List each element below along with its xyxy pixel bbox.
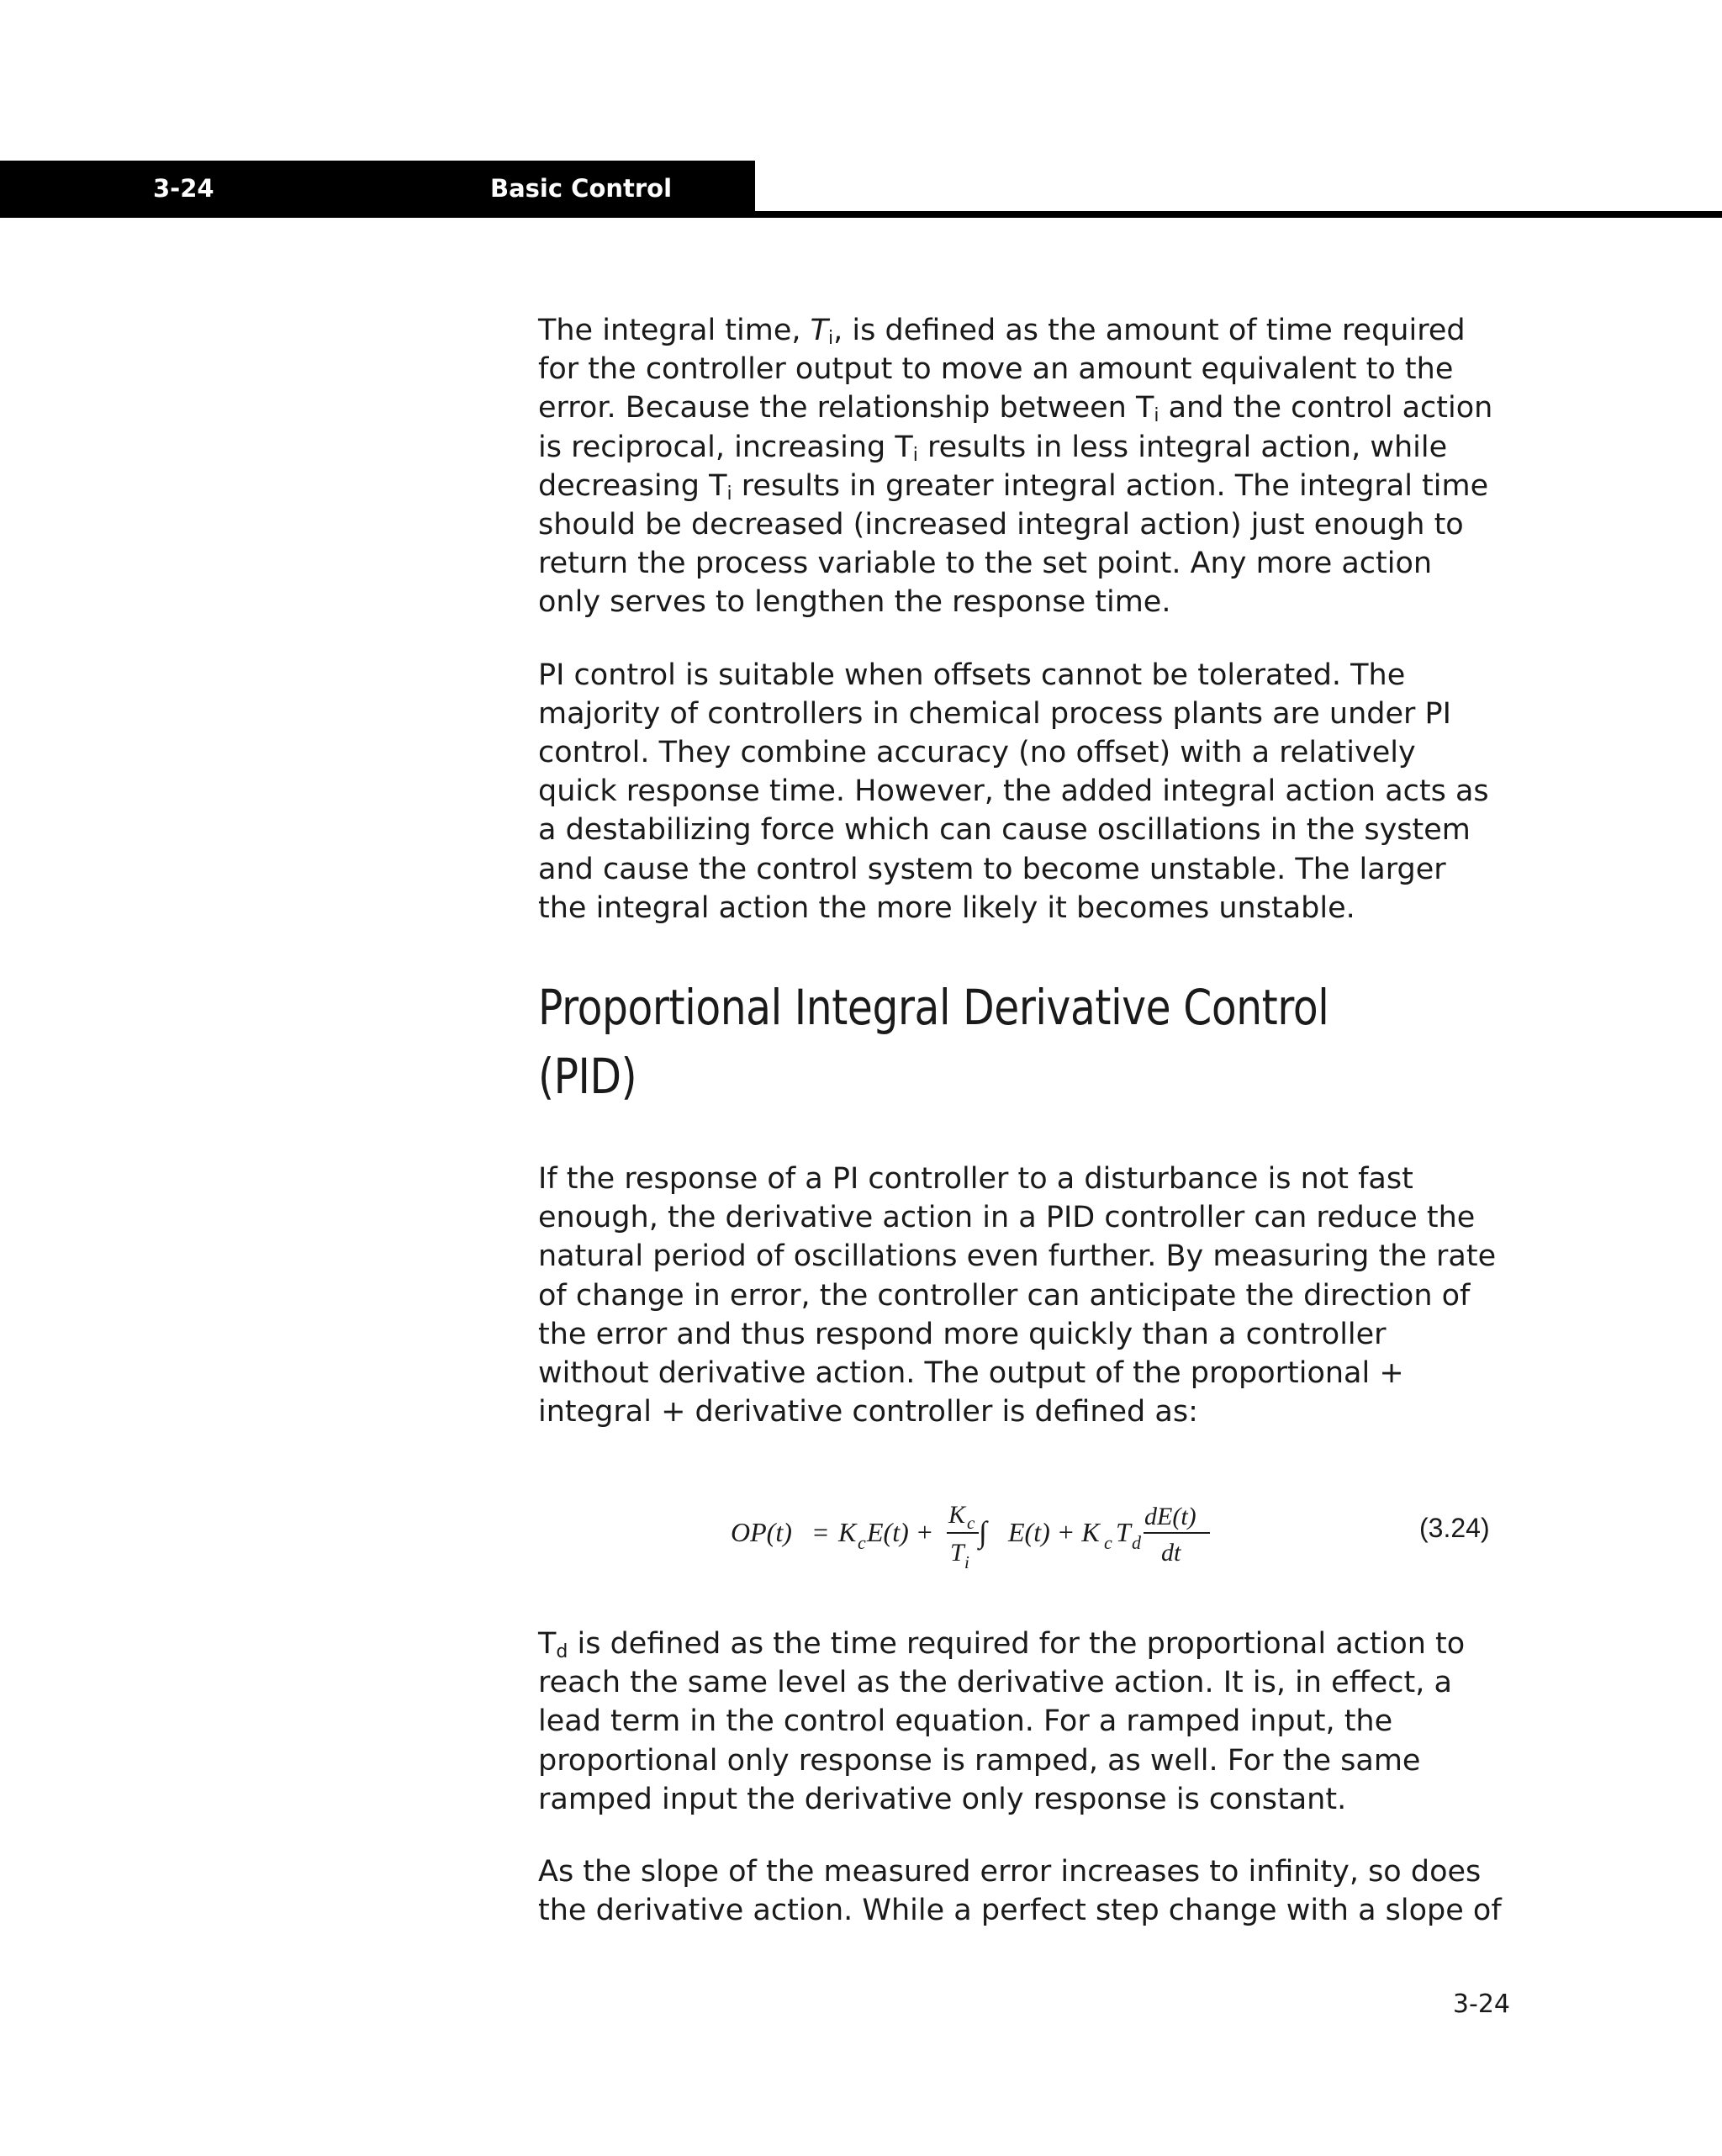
text-line: The integral time, $T_i$, is defined as the amount of time required	[538, 314, 1466, 349]
equation-term2-t-sub: d	[1132, 1532, 1141, 1553]
heading-line: (PID)	[538, 1048, 637, 1106]
text-line: enough, the derivative action in a PID controller can reduce the	[538, 1201, 1476, 1235]
text-line: decreasing $T_i$ results in greater integral action. The integral time	[538, 468, 1489, 505]
header-rule	[0, 211, 1722, 218]
text-line: If the response of a PI controller to a disturbance is not fast	[538, 1162, 1413, 1197]
text-line: the error and thus respond more quickly than a controller	[538, 1317, 1387, 1351]
text-line: is reciprocal, increasing $T_i$ results in less integral action, while	[538, 430, 1448, 466]
paragraph-pi-control	[538, 656, 1513, 927]
integral-sign: ∫	[979, 1515, 987, 1549]
equation-frac-den-sub: i	[964, 1552, 969, 1572]
equation-frac-num: K	[948, 1501, 966, 1529]
text-line: error. Because the relationship between $T_i$ and the control action	[538, 391, 1493, 427]
paragraph-td-definition	[538, 1625, 1513, 1819]
header-section-title: Basic Control	[490, 174, 673, 203]
text-line: for the controller output to move an amount equivalent to the	[538, 352, 1454, 387]
equation-deriv-num: dE(t)	[1144, 1503, 1196, 1530]
text-line: return the process variable to the set point. Any more action	[538, 547, 1433, 581]
paragraph-integral-time	[538, 311, 1513, 622]
equation-lhs: OP(t)	[731, 1517, 792, 1547]
equation-term2: E(t) + K	[1008, 1517, 1100, 1547]
text-line: natural period of oscillations even further. By measuring the rate	[538, 1239, 1497, 1274]
text-line: the derivative action. While a perfect step change with a slope of	[538, 1894, 1502, 1928]
paragraph-pid-intro	[538, 1160, 1513, 1431]
text-line: a destabilizing force which can cause oscillations in the system	[538, 813, 1471, 848]
equation-term2-t: T	[1116, 1517, 1131, 1547]
after-equation-content	[538, 1625, 1513, 1963]
text-line: control. They combine accuracy (no offset) with a relatively	[538, 736, 1416, 770]
text-line: and cause the control system to become unstable. The larger	[538, 852, 1446, 886]
equation-term1: K	[838, 1517, 857, 1547]
equation-term2-sub: c	[1104, 1532, 1112, 1553]
equation-deriv-den: dt	[1161, 1539, 1181, 1567]
text-line: majority of controllers in chemical process plants are under PI	[538, 696, 1451, 731]
text-line: As the slope of the measured error increases to infinity, so does	[538, 1855, 1482, 1889]
main-content	[538, 311, 1513, 1465]
text-line: lead term in the control equation. For a ramped input, the	[538, 1704, 1393, 1739]
text-line: integral + derivative controller is defined as:	[538, 1395, 1198, 1429]
text-line: the integral action the more likely it becomes unstable.	[538, 890, 1355, 925]
text-line: ramped input the derivative only response is constant.	[538, 1782, 1347, 1816]
paragraph-slope	[538, 1852, 1513, 1930]
text-line: of change in error, the controller can anticipate the direction of	[538, 1278, 1471, 1313]
text-line: should be decreased (increased integral action) just enough to	[538, 508, 1464, 542]
text-line: without derivative action. The output of the proportional +	[538, 1356, 1404, 1391]
text-line: only serves to lengthen the response time.	[538, 585, 1171, 620]
header-page-number: 3-24	[153, 174, 214, 203]
pid-equation	[728, 1493, 1216, 1574]
equation-number: (3.24)	[1419, 1513, 1490, 1543]
section-heading	[538, 973, 1357, 1111]
text-line: $T_d$ is defined as the time required for the proportional action to	[538, 1627, 1466, 1662]
equation-term1-rest: E(t) +	[867, 1517, 934, 1547]
text-line: quick response time. However, the added integral action acts as	[538, 774, 1489, 809]
equation-term1-sub: c	[858, 1532, 866, 1553]
heading-line: Proportional Integral Derivative Control	[538, 979, 1329, 1037]
equation-frac-den: T	[950, 1539, 964, 1567]
equation-frac-num-sub: c	[967, 1513, 975, 1533]
equation-equals: =	[813, 1517, 829, 1547]
text-line: proportional only response is ramped, as well. For the same	[538, 1743, 1421, 1778]
text-line: reach the same level as the derivative action. It is, in effect, a	[538, 1666, 1452, 1700]
text-line: PI control is suitable when offsets cannot be tolerated. The	[538, 658, 1406, 692]
footer-page-number: 3-24	[1452, 1990, 1510, 2019]
